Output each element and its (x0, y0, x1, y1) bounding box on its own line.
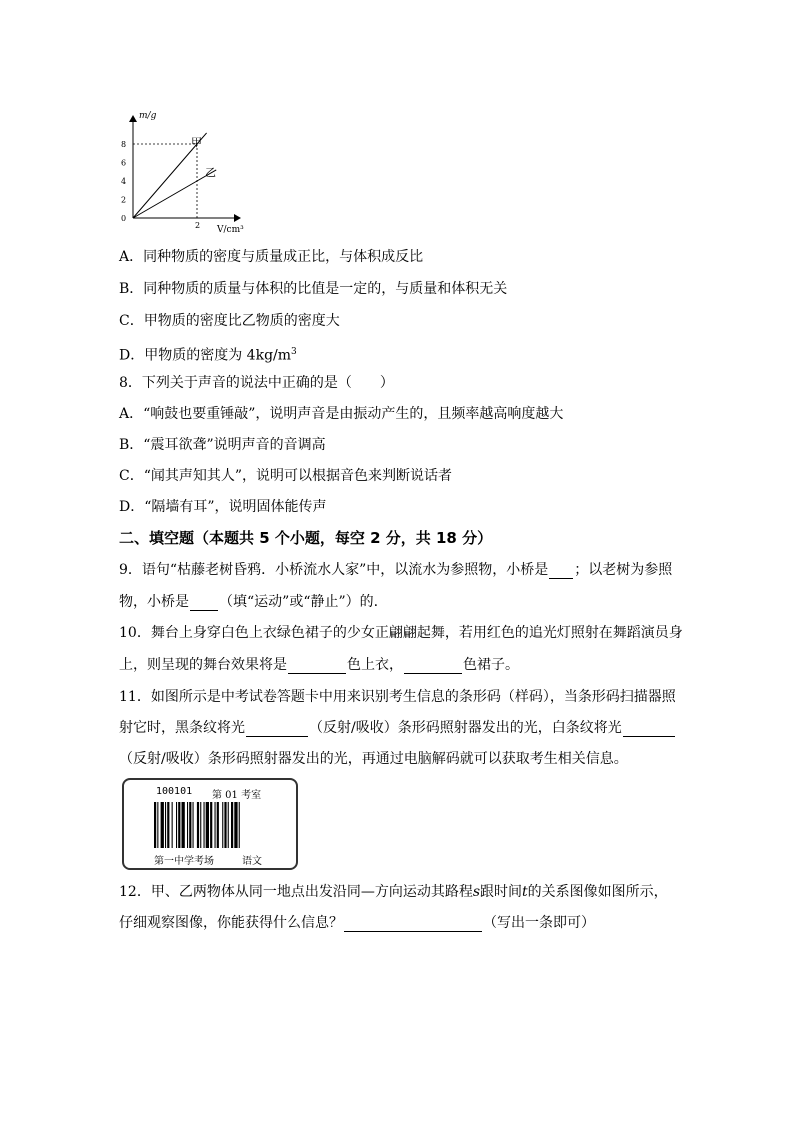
barcode-bar (193, 802, 194, 848)
barcode-bar (206, 802, 209, 848)
q12-blank[interactable] (344, 917, 482, 932)
q9-line2: 物，小桥是 （填“运动”或“静止”）的. (119, 594, 379, 610)
barcode-bar (176, 802, 177, 848)
barcode-bar (197, 802, 199, 848)
y-tick-8: 8 (121, 140, 127, 149)
barcode-bar (210, 802, 212, 848)
barcode-bar (231, 802, 233, 848)
y-tick-2: 2 (121, 195, 127, 205)
q12-line2: 仔细观察图像，你能获得什么信息？ （写出一条即可） (119, 915, 595, 931)
barcode-subject: 语文 (242, 856, 262, 867)
q9-blank-2[interactable] (190, 596, 218, 611)
q11-line3: （反射/吸收）条形码照射器发出的光，再通过电脑解码就可以获取考生相关信息。 (119, 751, 628, 767)
barcode-bar (200, 802, 201, 848)
q10-blank-2[interactable] (404, 659, 462, 674)
line-a-label: 甲 (191, 136, 202, 149)
y-axis-label: m/g (139, 111, 157, 121)
q8-option-d: D．“隔墙有耳”，说明固体能传声 (119, 499, 327, 515)
q11-line1: 11．如图所示是中考试卷答题卡中用来识别考生信息的条形码（样码），当条形码扫描器照 (119, 689, 676, 705)
barcode-bar (178, 802, 180, 848)
barcode-bars (154, 802, 266, 848)
y-tick-0: 0 (121, 214, 127, 223)
q7-option-a: A．同种物质的密度与质量成正比，与体积成反比 (119, 249, 424, 265)
q9-line1: 9．语句“枯藤老树昏鸦．小桥流水人家”中，以流水为参照物，小桥是 ；以老树为参照 (119, 562, 673, 578)
barcode-bar (224, 802, 226, 848)
barcode-number: 100101 (156, 786, 193, 797)
barcode-room: 第 01 考室 (212, 790, 262, 801)
q11-line2: 射它时，黑条纹将光 （反射/吸收）条形码照射器发出的光，白条纹将光 (119, 719, 676, 737)
q8-option-b: B．“震耳欲聋”说明声音的音调高 (119, 437, 326, 453)
section-heading: 二、填空题（本题共 5 个小题，每空 2 分，共 18 分） (119, 529, 493, 547)
q8-option-a: A．“响鼓也要重锤敲”，说明声音是由振动产生的，且频率越高响度越大 (119, 406, 564, 422)
q7-option-c: C．甲物质的密度比乙物质的密度大 (119, 313, 340, 329)
barcode-bar (234, 802, 237, 848)
q12-line1: 12．甲、乙两物体从同一地点出发沿同—方向运动其路程s跟时间t的关系图像如图所示， (119, 884, 668, 900)
barcode-bar (228, 802, 229, 848)
q10-line2: 上，则呈现的舞台效果将是 色上衣， 色裙子。 (119, 657, 519, 673)
q9-blank-1[interactable] (549, 564, 573, 579)
q10-line1: 10．舞台上身穿白色上衣绿色裙子的少女正翩翩起舞，若用红色的追光灯照射在舞蹈演员身 (119, 625, 683, 641)
barcode-bar (172, 802, 173, 848)
barcode-bar (239, 802, 240, 848)
y-tick-6: 6 (121, 158, 127, 168)
barcode-bar (167, 802, 169, 848)
barcode-bar (189, 802, 191, 848)
q7-option-b: B．同种物质的质量与体积的比值是一定的，与质量和体积无关 (119, 281, 508, 297)
barcode-site: 第一中学考场 (154, 856, 214, 867)
q11-blank-2[interactable] (623, 722, 675, 737)
barcode-bar (157, 802, 158, 848)
q11-blank-1[interactable] (246, 722, 308, 737)
graph-series (133, 133, 216, 218)
q7-option-d: D．甲物质的密度为 $4kg/m^3$ (119, 347, 297, 364)
barcode-bar (182, 802, 185, 848)
line-b-label: 乙 (205, 166, 216, 179)
q10-blank-1[interactable] (288, 659, 346, 674)
x-axis-label: V/cm³ (217, 225, 244, 235)
barcode-bar (217, 802, 219, 848)
barcode-bar (165, 802, 166, 848)
barcode-label (122, 778, 298, 870)
q8-option-c: C．“闻其声知其人”，说明可以根据音色来判断说话者 (119, 468, 453, 484)
x-tick-2: 2 (195, 221, 201, 230)
barcode-bar (204, 802, 205, 848)
barcode-bar (154, 802, 156, 848)
y-tick-4: 4 (121, 177, 127, 186)
barcode-bar (161, 802, 164, 848)
mass-volume-graph (115, 108, 255, 238)
barcode-bar (215, 802, 216, 848)
barcode-bar (222, 802, 223, 848)
barcode-bar (187, 802, 188, 848)
series-line-b (133, 170, 216, 218)
q8-stem: 8．下列关于声音的说法中正确的是（ ） (119, 375, 394, 391)
